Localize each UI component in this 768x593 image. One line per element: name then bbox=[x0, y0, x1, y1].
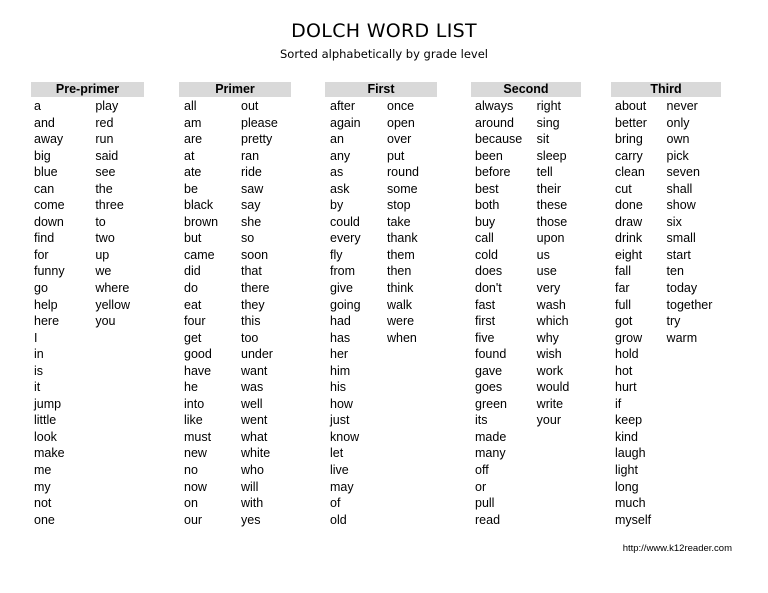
word-item: blue bbox=[34, 165, 58, 180]
word-item: soon bbox=[241, 247, 269, 262]
word-item: fly bbox=[330, 247, 343, 262]
word-item: full bbox=[615, 297, 631, 312]
word-item: those bbox=[536, 214, 568, 229]
word-item: never bbox=[666, 99, 698, 113]
word-item: into bbox=[184, 396, 205, 411]
word-item: play bbox=[95, 99, 119, 113]
word-item: again bbox=[330, 115, 361, 130]
word-item: up bbox=[95, 247, 110, 262]
grade-section-pre-primer bbox=[31, 82, 144, 528]
word-item: was bbox=[241, 380, 264, 395]
grade-header: First bbox=[325, 82, 437, 97]
word-item: six bbox=[666, 214, 682, 229]
word-item: together bbox=[666, 297, 713, 312]
word-item: try bbox=[666, 314, 681, 329]
word-item: make bbox=[34, 446, 65, 461]
word-item: in bbox=[34, 347, 44, 362]
word-item: much bbox=[615, 496, 646, 511]
word-item: where bbox=[95, 281, 130, 296]
word-item: down bbox=[34, 214, 64, 229]
word-item: saw bbox=[241, 181, 264, 196]
word-item: know bbox=[330, 429, 360, 444]
word-item: green bbox=[475, 396, 507, 411]
word-item: both bbox=[475, 198, 500, 213]
word-item: help bbox=[34, 297, 58, 312]
grade-header: Second bbox=[471, 82, 581, 97]
word-item: that bbox=[241, 264, 262, 279]
grade-header: Primer bbox=[179, 82, 291, 97]
page-title: DOLCH WORD LIST bbox=[291, 20, 477, 42]
word-item: look bbox=[34, 429, 57, 444]
word-item: which bbox=[536, 314, 569, 329]
word-item: stop bbox=[387, 198, 411, 213]
word-item: yellow bbox=[95, 297, 131, 312]
word-item: buy bbox=[475, 214, 496, 229]
word-item: show bbox=[666, 198, 696, 213]
word-item: wash bbox=[536, 297, 566, 312]
word-item: right bbox=[536, 99, 561, 113]
word-item: write bbox=[536, 396, 564, 411]
word-item: to bbox=[95, 214, 106, 229]
word-item: wish bbox=[536, 347, 562, 362]
word-item: work bbox=[536, 363, 564, 378]
word-item: with bbox=[241, 496, 264, 511]
word-item: give bbox=[330, 281, 353, 296]
word-item: every bbox=[330, 231, 361, 246]
word-item: run bbox=[95, 132, 114, 147]
word-column bbox=[387, 98, 437, 528]
word-item: when bbox=[387, 330, 417, 345]
word-columns bbox=[31, 98, 144, 528]
word-item: about bbox=[615, 99, 647, 113]
word-item: would bbox=[536, 380, 570, 395]
word-item: please bbox=[241, 115, 278, 130]
word-item: who bbox=[241, 463, 264, 478]
word-item: me bbox=[34, 463, 52, 478]
word-item: sleep bbox=[536, 148, 567, 163]
word-item: laugh bbox=[615, 446, 646, 461]
word-item: are bbox=[184, 132, 203, 147]
word-item: only bbox=[666, 115, 690, 130]
word-item: then bbox=[387, 264, 412, 279]
word-item: round bbox=[387, 165, 419, 180]
word-item: drink bbox=[615, 231, 643, 246]
word-item: because bbox=[475, 132, 523, 147]
word-item: not bbox=[34, 496, 52, 511]
word-column bbox=[330, 98, 387, 528]
word-item: three bbox=[95, 198, 124, 213]
word-item: just bbox=[330, 413, 350, 428]
word-item: and bbox=[34, 115, 55, 130]
word-item: so bbox=[241, 231, 255, 246]
word-item: were bbox=[387, 314, 415, 329]
word-item: be bbox=[184, 181, 198, 196]
word-item: one bbox=[34, 512, 55, 527]
word-item: his bbox=[330, 380, 346, 395]
word-item: but bbox=[184, 231, 202, 246]
word-item: our bbox=[184, 512, 203, 527]
word-columns bbox=[325, 98, 437, 528]
word-item: sit bbox=[536, 132, 550, 147]
word-column bbox=[667, 98, 721, 528]
word-item: her bbox=[330, 347, 349, 362]
word-item: ten bbox=[666, 264, 684, 279]
word-item: going bbox=[330, 297, 361, 312]
word-item: kind bbox=[615, 429, 638, 444]
word-item: she bbox=[241, 214, 262, 229]
word-item: your bbox=[536, 413, 561, 428]
word-item: before bbox=[475, 165, 511, 180]
word-item: if bbox=[615, 396, 622, 411]
word-item: long bbox=[615, 479, 639, 494]
word-column bbox=[615, 98, 667, 528]
word-item: gave bbox=[475, 363, 503, 378]
word-item: went bbox=[241, 413, 268, 428]
word-item: came bbox=[184, 247, 215, 262]
word-item: very bbox=[536, 281, 561, 296]
word-item: we bbox=[95, 264, 112, 279]
word-item: want bbox=[241, 363, 268, 378]
word-item: ate bbox=[184, 165, 202, 180]
word-item: put bbox=[387, 148, 405, 163]
word-item: four bbox=[184, 314, 206, 329]
word-item: him bbox=[330, 363, 351, 378]
word-column bbox=[34, 98, 95, 528]
word-item: far bbox=[615, 281, 630, 296]
word-item: good bbox=[184, 347, 212, 362]
grade-header: Third bbox=[611, 82, 721, 97]
word-item: use bbox=[536, 264, 557, 279]
word-item: hold bbox=[615, 347, 639, 362]
word-item: sing bbox=[536, 115, 560, 130]
word-item: its bbox=[475, 413, 488, 428]
word-column bbox=[537, 98, 581, 528]
word-item: eight bbox=[615, 247, 643, 262]
word-item: these bbox=[536, 198, 568, 213]
word-item: thank bbox=[387, 231, 418, 246]
word-item: what bbox=[241, 429, 268, 444]
word-item: will bbox=[241, 479, 259, 494]
word-item: may bbox=[330, 479, 354, 494]
word-item: found bbox=[475, 347, 507, 362]
word-item: do bbox=[184, 281, 198, 296]
word-item: black bbox=[184, 198, 214, 213]
word-item: go bbox=[34, 281, 48, 296]
grade-section-first bbox=[325, 82, 437, 528]
word-item: at bbox=[184, 148, 195, 163]
word-item: bring bbox=[615, 132, 643, 147]
grade-section-third bbox=[611, 82, 721, 528]
word-item: take bbox=[387, 214, 411, 229]
word-item: best bbox=[475, 181, 499, 196]
grade-header: Pre-primer bbox=[31, 82, 144, 97]
word-item: new bbox=[184, 446, 207, 461]
word-item: pretty bbox=[241, 132, 273, 147]
word-item: yes bbox=[241, 512, 261, 527]
word-columns bbox=[471, 98, 581, 528]
word-item: had bbox=[330, 314, 351, 329]
word-item: warm bbox=[666, 330, 698, 345]
word-item: own bbox=[666, 132, 690, 147]
word-item: they bbox=[241, 297, 265, 312]
word-item: them bbox=[387, 247, 415, 262]
word-item: now bbox=[184, 479, 207, 494]
word-item: today bbox=[666, 281, 698, 296]
word-item: draw bbox=[615, 214, 643, 229]
word-item: got bbox=[615, 314, 633, 329]
word-item: walk bbox=[387, 297, 413, 312]
word-item: of bbox=[330, 496, 341, 511]
word-item: ran bbox=[241, 148, 260, 163]
word-item: us bbox=[536, 247, 550, 262]
word-item: does bbox=[475, 264, 503, 279]
word-item: any bbox=[330, 148, 351, 163]
word-item: pull bbox=[475, 496, 495, 511]
word-item: see bbox=[95, 165, 116, 180]
word-item: all bbox=[184, 99, 197, 113]
word-item: five bbox=[475, 330, 495, 345]
word-item: or bbox=[475, 479, 487, 494]
word-item: live bbox=[330, 463, 349, 478]
word-item: come bbox=[34, 198, 65, 213]
word-item: think bbox=[387, 281, 414, 296]
word-item: am bbox=[184, 115, 202, 130]
word-item: call bbox=[475, 231, 494, 246]
word-item: must bbox=[184, 429, 212, 444]
word-item: big bbox=[34, 148, 51, 163]
word-item: on bbox=[184, 496, 198, 511]
word-item: there bbox=[241, 281, 270, 296]
word-item: here bbox=[34, 314, 60, 329]
word-item: as bbox=[330, 165, 344, 180]
word-column bbox=[184, 98, 241, 528]
word-item: keep bbox=[615, 413, 643, 428]
page-subtitle: Sorted alphabetically by grade level bbox=[280, 47, 488, 61]
word-item: no bbox=[184, 463, 198, 478]
word-item: off bbox=[475, 463, 489, 478]
word-item: carry bbox=[615, 148, 643, 163]
word-item: has bbox=[330, 330, 351, 345]
word-item: find bbox=[34, 231, 55, 246]
word-item: cold bbox=[475, 247, 498, 262]
word-item: fall bbox=[615, 264, 631, 279]
word-item: can bbox=[34, 181, 55, 196]
word-item: around bbox=[475, 115, 514, 130]
word-item: why bbox=[536, 330, 559, 345]
word-item: grow bbox=[615, 330, 643, 345]
word-item: seven bbox=[666, 165, 700, 180]
word-item: an bbox=[330, 132, 344, 147]
word-item: hurt bbox=[615, 380, 637, 395]
word-item: little bbox=[34, 413, 57, 428]
word-item: he bbox=[184, 380, 198, 395]
footer-url: http://www.k12reader.com bbox=[622, 543, 732, 554]
word-item: said bbox=[95, 148, 119, 163]
word-item: eat bbox=[184, 297, 202, 312]
word-columns bbox=[179, 98, 291, 528]
word-item: better bbox=[615, 115, 647, 130]
grade-section-primer bbox=[179, 82, 291, 528]
word-item: jump bbox=[34, 396, 62, 411]
word-item: after bbox=[330, 99, 356, 113]
word-item: red bbox=[95, 115, 114, 130]
word-item: away bbox=[34, 132, 64, 147]
word-item: upon bbox=[536, 231, 565, 246]
word-item: old bbox=[330, 512, 347, 527]
word-item: many bbox=[475, 446, 506, 461]
word-item: light bbox=[615, 463, 638, 478]
word-item: too bbox=[241, 330, 259, 345]
word-item: could bbox=[330, 214, 360, 229]
word-item: under bbox=[241, 347, 273, 362]
word-item: out bbox=[241, 99, 259, 113]
word-item: have bbox=[184, 363, 212, 378]
word-item: hot bbox=[615, 363, 633, 378]
word-item: did bbox=[184, 264, 201, 279]
word-item: funny bbox=[34, 264, 65, 279]
word-item: well bbox=[241, 396, 263, 411]
word-item: it bbox=[34, 380, 41, 395]
word-item: small bbox=[666, 231, 696, 246]
word-item: two bbox=[95, 231, 115, 246]
word-item: made bbox=[475, 429, 507, 444]
word-item: shall bbox=[666, 181, 693, 196]
word-item: been bbox=[475, 148, 503, 163]
word-item: don't bbox=[475, 281, 502, 296]
word-item: their bbox=[536, 181, 561, 196]
word-item: over bbox=[387, 132, 412, 147]
word-item: like bbox=[184, 413, 203, 428]
word-column bbox=[475, 98, 537, 528]
word-item: you bbox=[95, 314, 116, 329]
word-item: let bbox=[330, 446, 344, 461]
word-item: is bbox=[34, 363, 44, 378]
word-item: once bbox=[387, 99, 415, 113]
word-item: first bbox=[475, 314, 496, 329]
word-column bbox=[241, 98, 291, 528]
word-item: the bbox=[95, 181, 113, 196]
word-item: start bbox=[666, 247, 691, 262]
word-item: pick bbox=[666, 148, 689, 163]
word-item: fast bbox=[475, 297, 496, 312]
word-column bbox=[95, 98, 144, 528]
word-item: for bbox=[34, 247, 49, 262]
word-item: open bbox=[387, 115, 415, 130]
word-item: white bbox=[241, 446, 271, 461]
word-item: ask bbox=[330, 181, 350, 196]
grade-section-second bbox=[471, 82, 581, 528]
word-columns bbox=[611, 98, 721, 528]
word-item: a bbox=[34, 99, 41, 113]
word-item: this bbox=[241, 314, 261, 329]
word-item: my bbox=[34, 479, 51, 494]
word-item: myself bbox=[615, 512, 652, 527]
word-item: done bbox=[615, 198, 643, 213]
word-item: I bbox=[34, 330, 38, 345]
word-item: some bbox=[387, 181, 418, 196]
word-item: clean bbox=[615, 165, 645, 180]
word-item: goes bbox=[475, 380, 503, 395]
word-item: how bbox=[330, 396, 353, 411]
word-item: brown bbox=[184, 214, 219, 229]
word-item: by bbox=[330, 198, 344, 213]
word-item: ride bbox=[241, 165, 262, 180]
word-item: read bbox=[475, 512, 501, 527]
word-item: get bbox=[184, 330, 202, 345]
word-item: tell bbox=[536, 165, 553, 180]
word-item: cut bbox=[615, 181, 632, 196]
word-item: from bbox=[330, 264, 355, 279]
word-item: say bbox=[241, 198, 261, 213]
word-item: always bbox=[475, 99, 514, 113]
